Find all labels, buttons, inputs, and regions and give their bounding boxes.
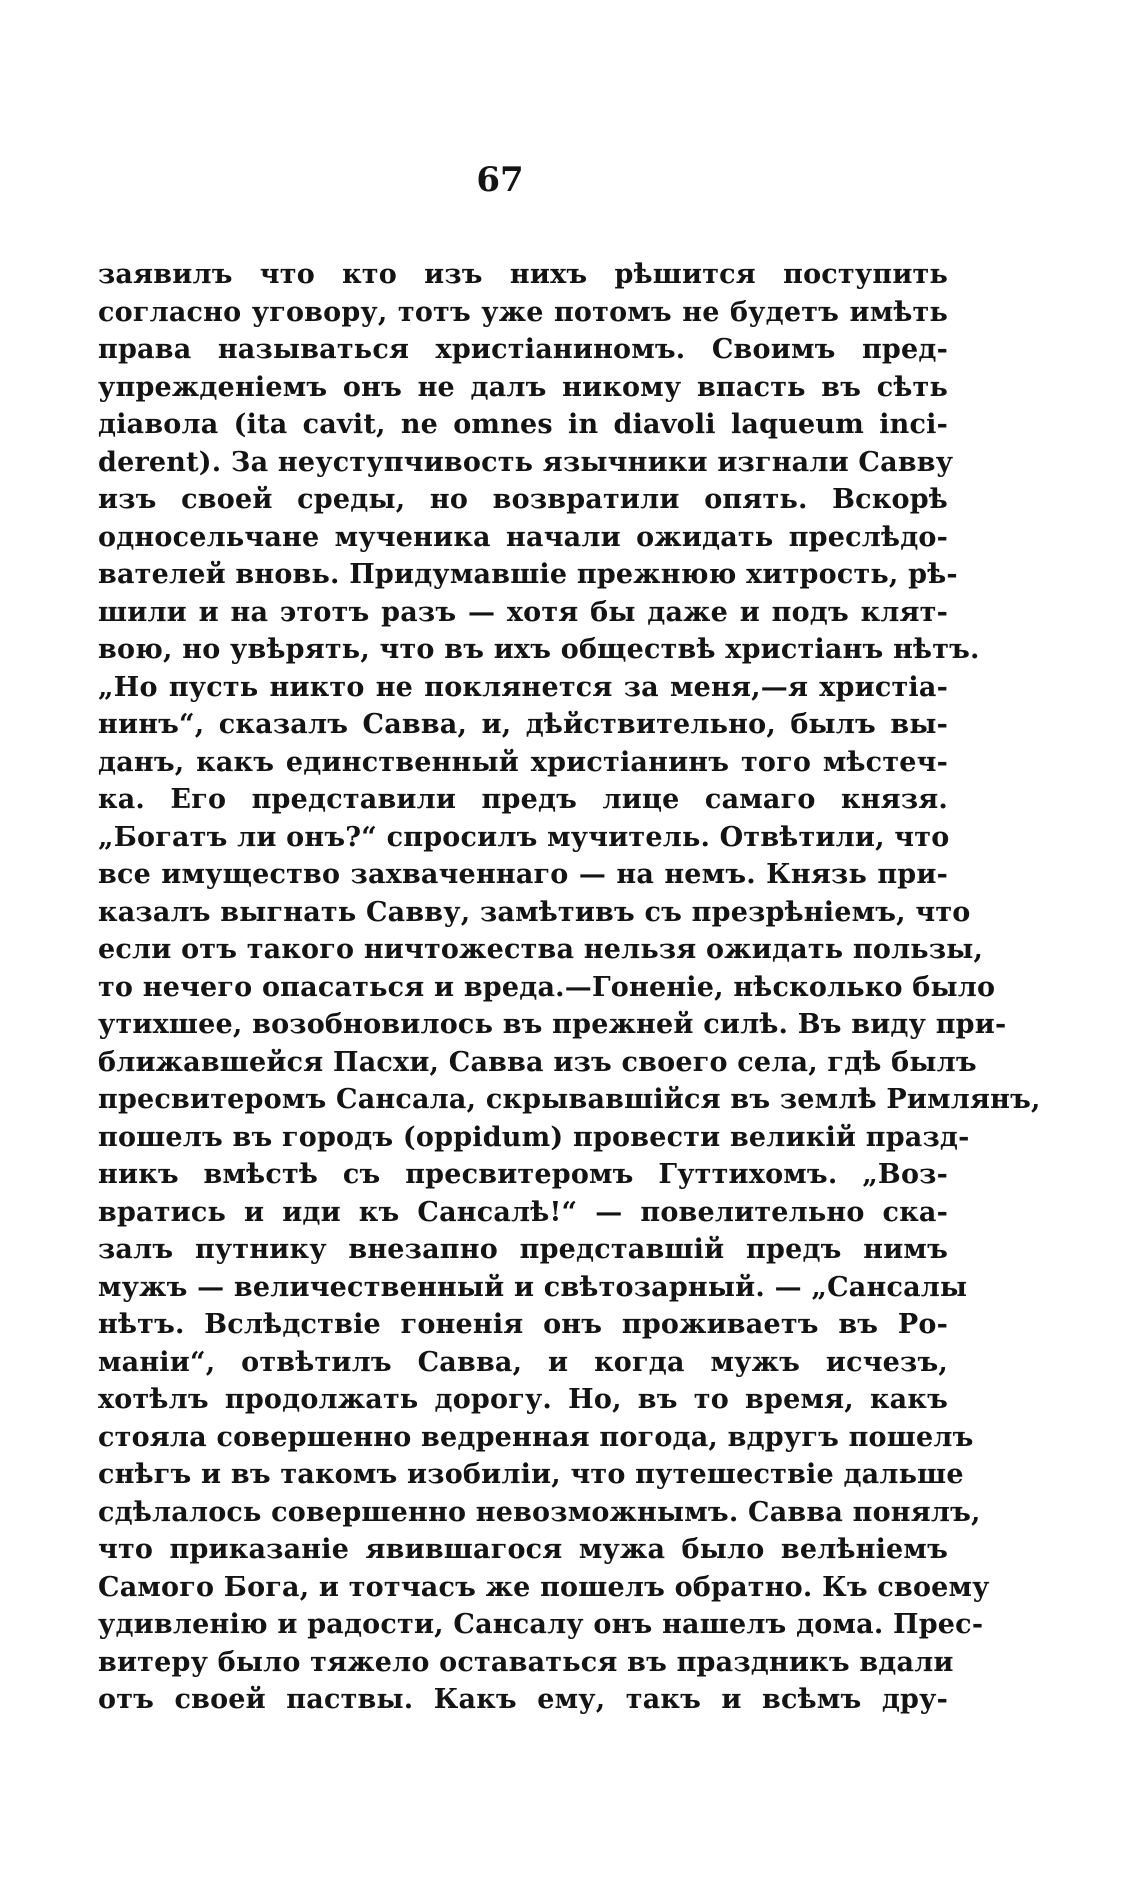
text-line: нѣтъ. Вслѣдствіе гоненія онъ проживаетъ въ Ро- [98, 1309, 948, 1340]
text-line: данъ, какъ единственный христіанинъ того мѣстеч- [98, 746, 948, 778]
text-line: діавола (ita cavit, ne omnes in diavoli laqueum inci- [98, 409, 948, 440]
text-line: ка. Его представили предъ лице самаго князя. [98, 784, 948, 815]
text-line: удивленію и радости, Сансалу онъ нашелъ дома. Прес- [98, 1609, 984, 1640]
text-line: что приказаніе явившагося мужа было велѣніемъ [98, 1534, 948, 1565]
text-line: вателей вновь. Придумавшіе прежнюю хитрость, рѣ- [98, 559, 958, 590]
text-line: derent). За неуступчивость язычники изгнали Савву [98, 446, 954, 478]
text-line: отъ своей паствы. Какъ ему, такъ и всѣмъ дру- [98, 1684, 948, 1715]
text-line: мужъ — величественный и свѣтозарный. — „Сансалы [98, 1271, 968, 1303]
text-line: залъ путнику внезапно представшій предъ нимъ [98, 1234, 948, 1265]
text-line: то нечего опасаться и вреда.—Гоненіе, нѣсколько было [98, 971, 996, 1003]
text-line: стояла совершенно ведренная погода, вдругъ пошелъ [98, 1421, 974, 1453]
text-line: согласно уговору, тотъ уже потомъ не будетъ имѣть [98, 296, 948, 328]
text-line: вратись и иди къ Сансалѣ!“ — повелительно ска- [98, 1196, 948, 1228]
text-line: если отъ такого ничтожества нельзя ожидать пользы, [98, 934, 984, 965]
body-text [98, 256, 1041, 1719]
text-line: казалъ выгнать Савву, замѣтивъ съ презрѣніемъ, что [98, 896, 971, 928]
text-line: никъ вмѣстѣ съ пресвитеромъ Гуттихомъ. „Воз- [98, 1159, 948, 1190]
text-line: пошелъ въ городъ (oppidum) провести великій празд- [98, 1121, 970, 1153]
text-line: нинъ“, сказалъ Савва, и, дѣйствительно, былъ вы- [98, 709, 948, 740]
text-line: „Богатъ ли онъ?“ спросилъ мучитель. Отвѣтили, что [98, 821, 950, 853]
text-line: все имущество захваченнаго — на немъ. Князь при- [98, 859, 948, 890]
text-line: односельчане мученика начали ожидать преслѣдо- [98, 521, 948, 553]
text-line: „Но пусть никто не поклянется за меня,—я христіа- [98, 671, 948, 703]
text-line: упрежденіемъ онъ не далъ никому впасть въ сѣть [98, 371, 948, 403]
text-line: снѣгъ и въ такомъ изобиліи, что путешествіе дальше [98, 1459, 964, 1490]
text-line: заявилъ что кто изъ нихъ рѣшится поступить [98, 259, 948, 290]
text-line: ближавшейся Пасхи, Савва изъ своего села, гдѣ былъ [98, 1046, 977, 1078]
text-line: пресвитеромъ Сансала, скрывавшійся въ землѣ Римлянъ, [98, 1084, 1041, 1115]
text-line: Самого Бога, и тотчасъ же пошелъ обратно. Къ своему [98, 1571, 990, 1603]
page-number: 67 [476, 160, 524, 200]
text-line: витеру было тяжело оставаться въ праздникъ вдали [98, 1646, 954, 1678]
text-line: шили и на этотъ разъ — хотя бы даже и подъ клят- [98, 596, 948, 628]
text-line: утихшее, возобновилось въ прежней силѣ. Въ виду при- [98, 1009, 1007, 1040]
text-line: изъ своей среды, но возвратили опять. Вскорѣ [98, 484, 948, 515]
text-line: хотѣлъ продолжать дорогу. Но, въ то время, какъ [98, 1384, 948, 1415]
text-line: маніи“, отвѣтилъ Савва, и когда мужъ исчезъ, [98, 1346, 948, 1378]
text-line: вою, но увѣрять, что въ ихъ обществѣ христіанъ нѣтъ. [98, 634, 980, 665]
text-line: права называться христіаниномъ. Своимъ пред- [98, 334, 948, 365]
text-line: сдѣлалось совершенно невозможнымъ. Савва понялъ, [98, 1496, 981, 1528]
